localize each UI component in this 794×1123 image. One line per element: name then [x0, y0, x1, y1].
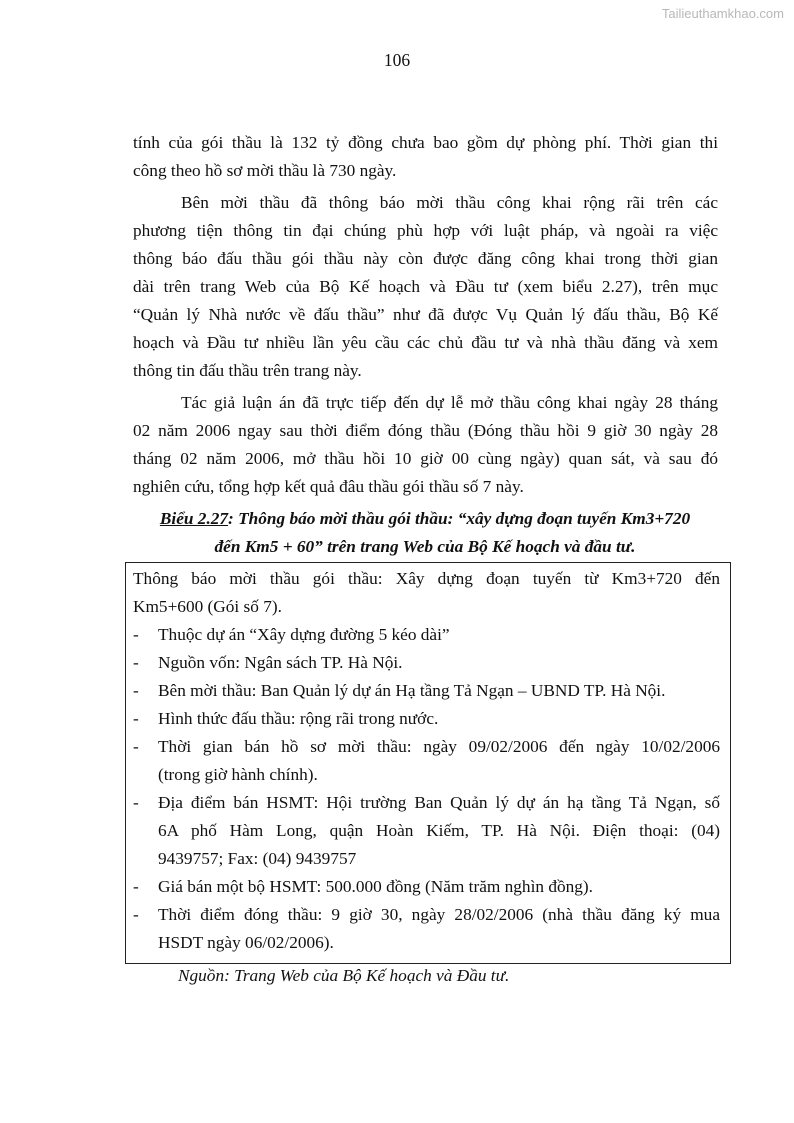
notice-item-line: 9439757; Fax: (04) 9439757 — [158, 849, 357, 868]
paragraph-line: Tác giả luận án đã trực tiếp đến dự lễ mở thầu công khai ngày 28 tháng — [181, 393, 718, 412]
paragraph-line: phương tiện thông tin đại chúng phù hợp với luật pháp, và ngoài ra việc — [133, 221, 718, 240]
paragraph-line: tính của gói thầu là 132 tỷ đồng chưa bao gồm dự phòng phí. Thời gian thi — [133, 133, 718, 152]
paragraph-line: thông báo đấu thầu gói thầu này còn được đăng công khai trong thời gian — [133, 249, 718, 268]
notice-item-line: Thuộc dự án “Xây dựng đường 5 kéo dài” — [158, 625, 450, 644]
notice-intro-line: Thông báo mời thầu gói thầu: Xây dựng đoạn tuyến từ Km3+720 đến — [133, 569, 720, 588]
notice-item-line: Hình thức đấu thầu: rộng rãi trong nước. — [158, 709, 439, 728]
figure-caption-line-2: đến Km5 + 60” trên trang Web của Bộ Kế hoạch và đầu tư. — [214, 537, 636, 556]
watermark: Tailieuthamkhao.com — [661, 6, 784, 21]
paragraph-line: “Quản lý Nhà nước về đấu thầu” như đã được Vụ Quản lý đấu thầu, Bộ Kế — [133, 305, 718, 324]
notice-item-line: Thời gian bán hồ sơ mời thầu: ngày 09/02/2006 đến ngày 10/02/2006 — [158, 737, 720, 756]
figure-caption-line-1 — [120, 505, 730, 533]
notice-item-line: Bên mời thầu: Ban Quản lý dự án Hạ tầng Tả Ngạn – UBND TP. Hà Nội. — [158, 681, 666, 700]
paragraph-line: công theo hồ sơ mời thầu là 730 ngày. — [133, 161, 397, 180]
notice-item-line: Nguồn vốn: Ngân sách TP. Hà Nội. — [158, 653, 403, 672]
notice-item-line: Giá bán một bộ HSMT: 500.000 đồng (Năm trăm nghìn đồng). — [158, 877, 593, 896]
bullet-dash: - — [133, 737, 139, 756]
notice-item-line: Địa điểm bán HSMT: Hội trường Ban Quản lý dự án hạ tầng Tả Ngạn, số — [158, 793, 720, 812]
bullet-dash: - — [133, 681, 139, 700]
bullet-dash: - — [133, 877, 139, 896]
bullet-dash: - — [133, 625, 139, 644]
caption-text: : Thông báo mời thầu gói thầu: “xây dựng đoạn tuyến Km3+720 — [228, 509, 691, 528]
page-number: 106 — [383, 50, 411, 70]
paragraph-line: nghiên cứu, tổng hợp kết quả đâu thầu gói thầu số 7 này. — [133, 477, 524, 496]
notice-item-line: Thời điểm đóng thầu: 9 giờ 30, ngày 28/02/2006 (nhà thầu đăng ký mua — [158, 905, 720, 924]
bullet-dash: - — [133, 709, 139, 728]
notice-box — [125, 562, 731, 964]
paragraph-line: hoạch và Đầu tư nhiều lần yêu cầu các chủ đầu tư và nhà thầu đăng và xem — [133, 333, 718, 352]
paragraph-line: 02 năm 2006 ngay sau thời điểm đóng thầu (Đóng thầu hồi 9 giờ 30 ngày 28 — [133, 421, 718, 440]
notice-item-line: (trong giờ hành chính). — [158, 765, 318, 784]
notice-item-line: 6A phố Hàm Long, quận Hoàn Kiếm, TP. Hà Nội. Điện thoại: (04) — [158, 821, 720, 840]
bullet-dash: - — [133, 653, 139, 672]
notice-item-line: HSDT ngày 06/02/2006). — [158, 933, 334, 952]
source-note: Nguồn: Trang Web của Bộ Kế hoạch và Đầu tư. — [178, 966, 510, 985]
bullet-dash: - — [133, 905, 139, 924]
paragraph-line: tháng 02 năm 2006, mở thầu hồi 10 giờ 00 cùng ngày) quan sát, và sau đó — [133, 449, 718, 468]
paragraph-line: dài trên trang Web của Bộ Kế hoạch và Đầu tư (xem biểu 2.27), trên mục — [133, 277, 718, 296]
caption-label: Biểu 2.27 — [159, 509, 229, 528]
paragraph-line: Bên mời thầu đã thông báo mời thầu công khai rộng rãi trên các — [181, 193, 718, 212]
notice-intro-line: Km5+600 (Gói số 7). — [133, 597, 282, 616]
bullet-dash: - — [133, 793, 139, 812]
paragraph-line: thông tin đấu thầu trên trang này. — [133, 361, 362, 380]
